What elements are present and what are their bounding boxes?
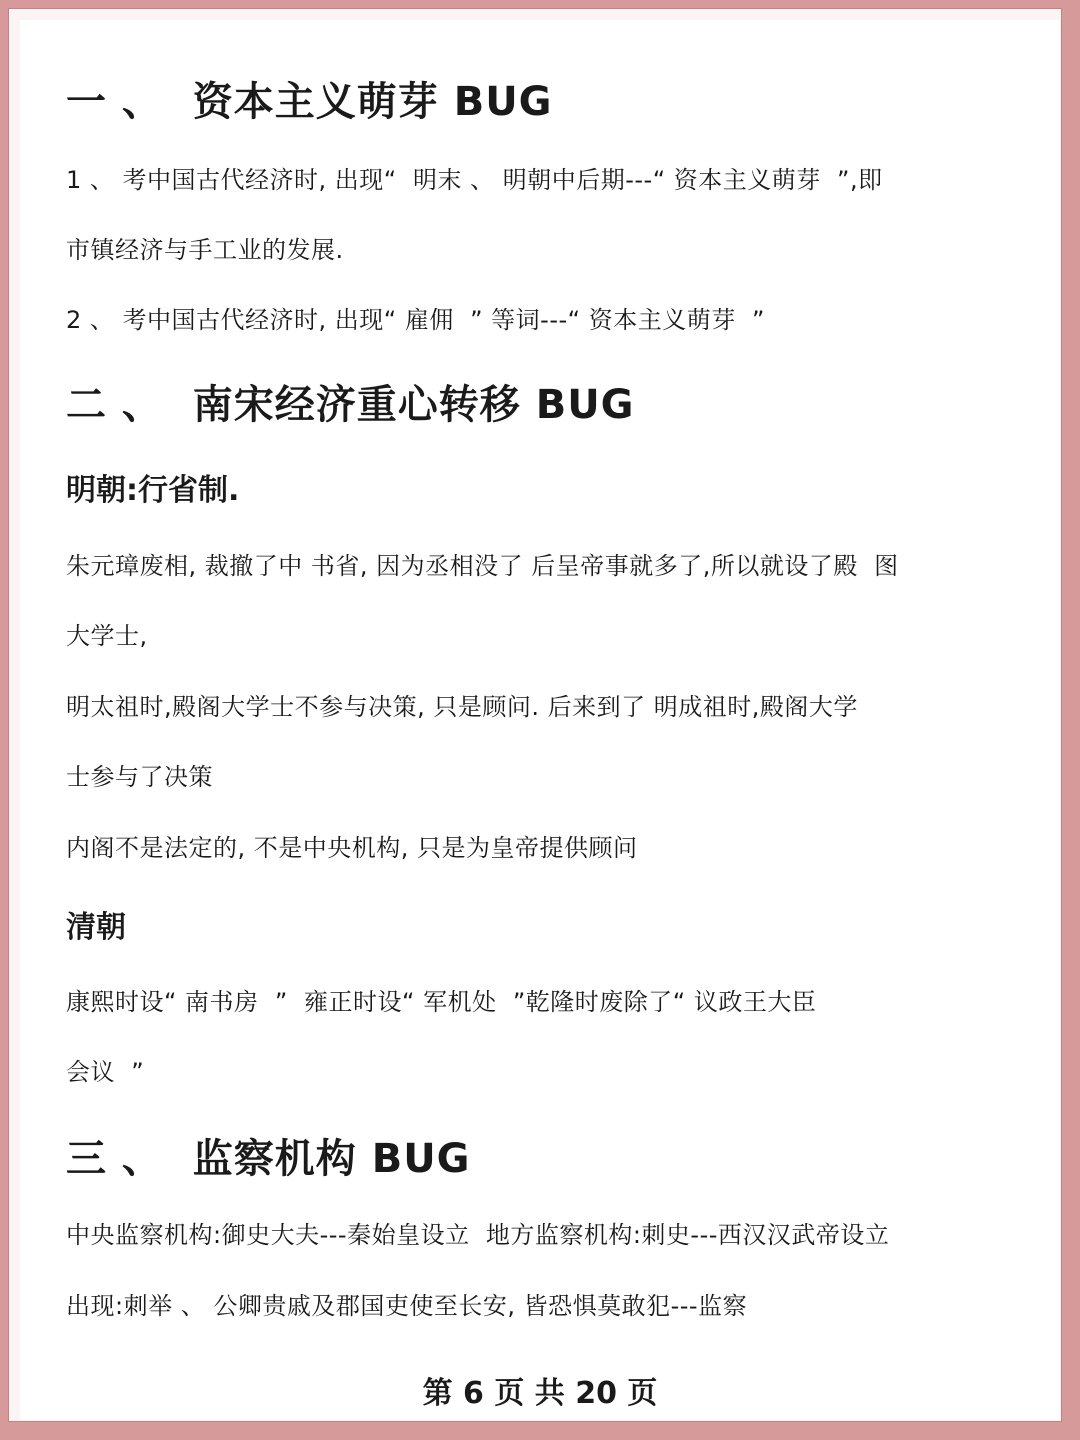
paragraph-line: 内阁不是法定的, 不是中央机构, 只是为皇帝提供顾问: [66, 834, 638, 862]
paragraph-line: 明太祖时,殿阁大学士不参与决策, 只是顾问. 后来到了 明成祖时,殿阁大学: [66, 693, 858, 721]
page-footer: 第 6 页 共 20 页: [422, 1376, 658, 1411]
section-heading-1: 一 、 资本主义萌芽 BUG: [66, 79, 553, 125]
section-heading-3: 三 、 监察机构 BUG: [66, 1136, 471, 1182]
paragraph-line: 朱元璋废相, 裁撤了中 书省, 因为丞相没了 后呈帝事就多了,所以就设了殿 图: [66, 552, 899, 580]
paragraph-line: 中央监察机构:御史大夫---秦始皇设立 地方监察机构:刺史---西汉汉武帝设立: [66, 1221, 890, 1249]
paragraph-line: 2 、 考中国古代经济时, 出现“ 雇佣 ” 等词---“ 资本主义萌芽 ”: [66, 306, 765, 334]
subheading-ming: 明朝:行省制.: [66, 473, 240, 508]
paragraph-line: 康熙时设“ 南书房 ” 雍正时设“ 军机处 ”乾隆时废除了“ 议政王大臣: [66, 988, 817, 1016]
paragraph-line: 士参与了决策: [66, 763, 213, 791]
paragraph-line: 1 、 考中国古代经济时, 出现“ 明末 、 明朝中后期---“ 资本主义萌芽 ”,即: [66, 166, 883, 194]
paragraph-line: 市镇经济与手工业的发展.: [66, 236, 344, 264]
section-heading-2: 二 、 南宋经济重心转移 BUG: [66, 382, 635, 428]
paragraph-line: 大学士,: [66, 622, 148, 650]
paragraph-line: 出现:刺举 、 公卿贵戚及郡国吏使至长安, 皆恐惧莫敢犯---监察: [66, 1292, 748, 1320]
subheading-qing: 清朝: [66, 910, 126, 945]
paragraph-line: 会议 ”: [66, 1058, 145, 1086]
